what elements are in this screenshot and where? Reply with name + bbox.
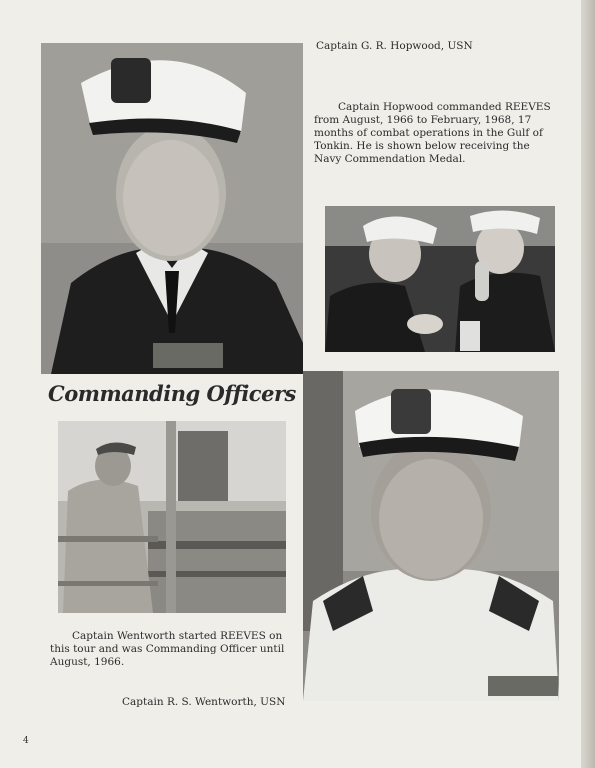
wentworth-description: Captain Wentworth started REEVES on this tour and was Commanding Officer until August, 1966.	[50, 630, 285, 668]
hopwood-portrait-photo	[41, 43, 303, 374]
page-edge	[581, 0, 595, 768]
hopwood-name-caption: Captain G. R. Hopwood, USN	[316, 40, 473, 52]
section-heading: Commanding Officers	[48, 381, 296, 406]
page-number: 4	[23, 736, 29, 746]
wentworth-deck-photo	[58, 421, 286, 613]
medal-ceremony-photo	[325, 206, 555, 352]
hopwood-description: Captain Hopwood commanded REEVES from August, 1966 to February, 1968, 17 months of combat operations in the Gulf of Tonkin. He is shown below receiving the Navy Commendation Medal.	[314, 101, 551, 165]
wentworth-portrait-photo	[303, 371, 559, 701]
wentworth-name-caption: Captain R. S. Wentworth, USN	[122, 696, 286, 708]
